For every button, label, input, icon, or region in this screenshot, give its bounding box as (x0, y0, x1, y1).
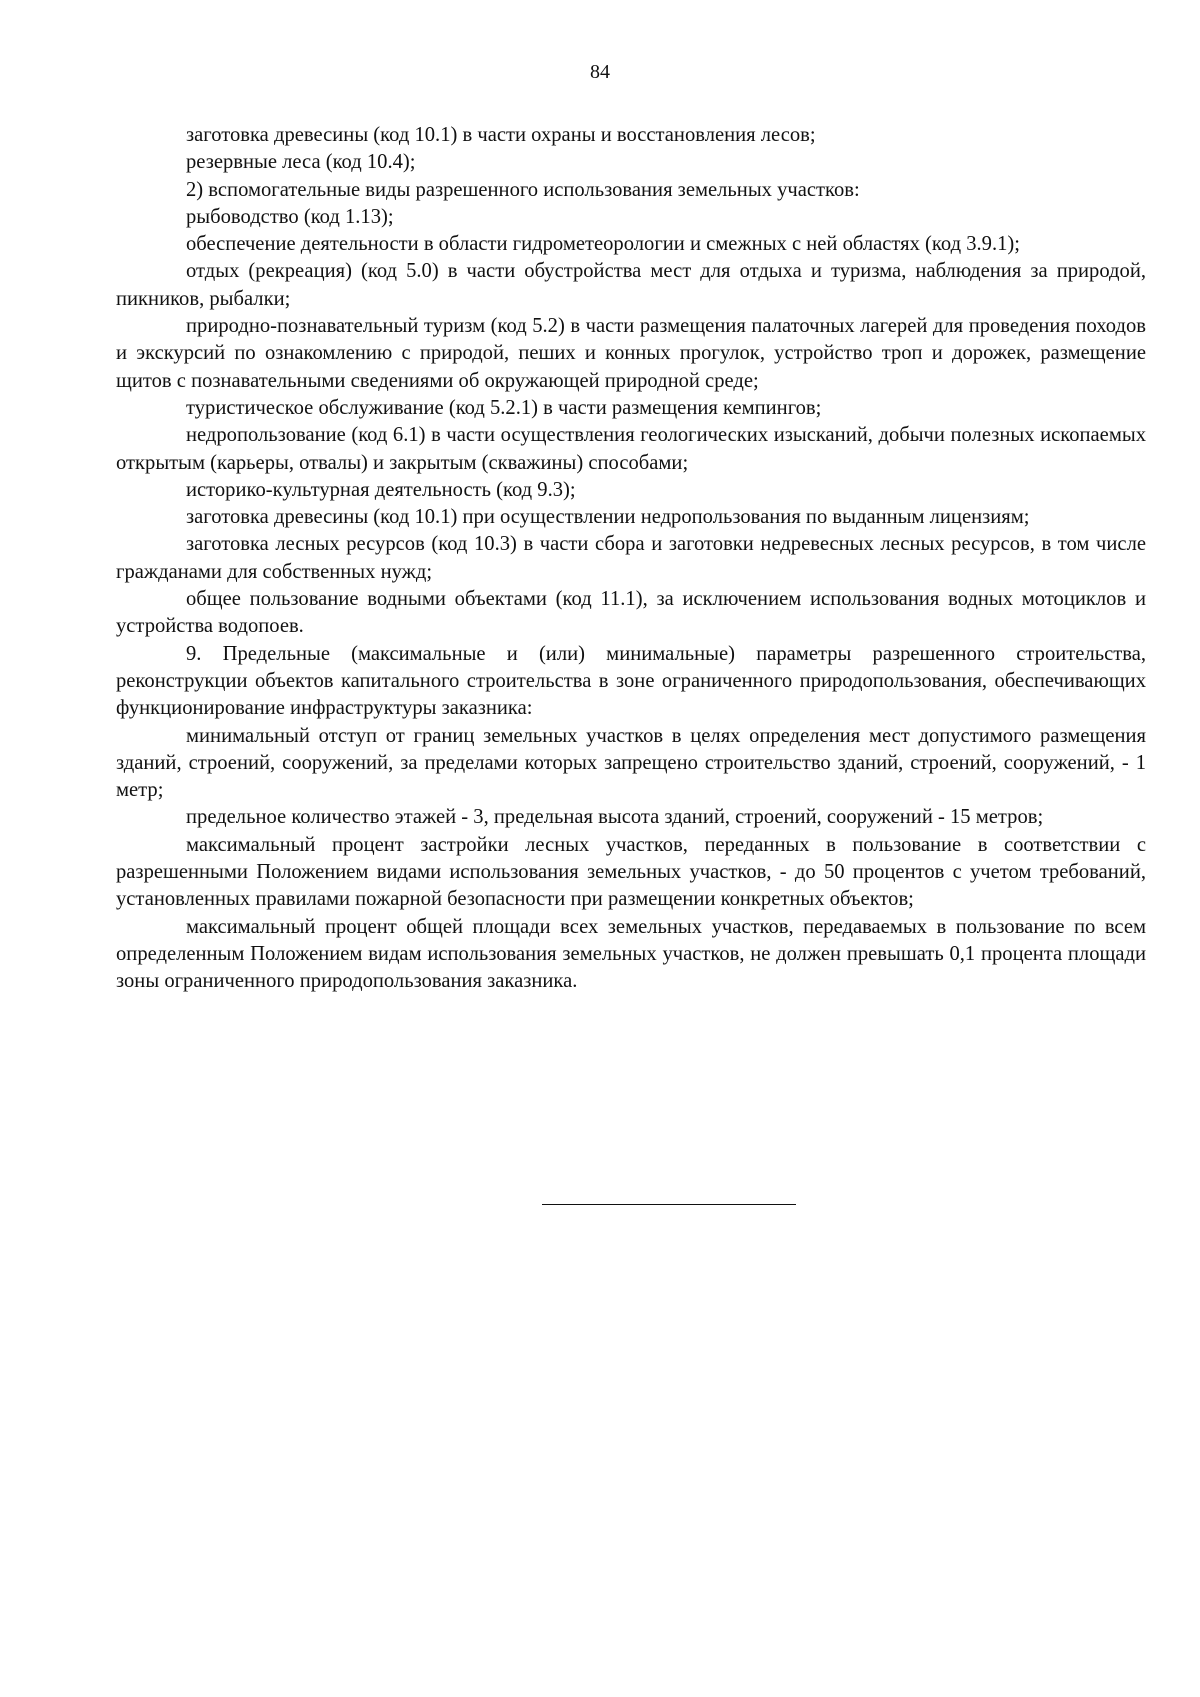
page-number: 84 (590, 61, 610, 83)
paragraph-forest-harvesting: заготовка древесины (код 10.1) в части охраны и восстановления лесов; (186, 124, 816, 146)
paragraph-max-build-percent: максимальный процент застройки лесных участков, переданных в пользование в соответствии с разрешенными Положением видами использования земельных участков, - до 50 процентов с учетом требований, установленных правилами пожарной безопасности при размещении конкретных объектов; (116, 833, 1146, 911)
paragraph-nature-tourism: природно-познавательный туризм (код 5.2) в части размещения палаточных лагерей для проведения походов и экскурсий по ознакомлению с природой, пеших и конных прогулок, устройство троп и дорожек, размещение щитов с познавательными сведениями об окружающей природной среде; (116, 315, 1146, 392)
paragraph-historical-cultural: историко-культурная деятельность (код 9.3); (186, 478, 576, 501)
paragraph-recreation: отдых (рекреация) (код 5.0) в части обустройства мест для отдыха и туризма, наблюдения за природой, пикников, рыбалки; (116, 260, 1146, 310)
paragraph-auxiliary-uses-heading: 2) вспомогательные виды разрешенного использования земельных участков: (186, 178, 860, 201)
paragraph-max-area-percent: максимальный процент общей площади всех земельных участков, передаваемых в пользование по всем определенным Положением видам использования земельных участков, не должен превышать 0,1 процента площади зоны ограниченного природопользования заказника. (116, 915, 1146, 993)
document-body (116, 122, 1146, 996)
paragraph-fish-farming: рыбоводство (код 1.13); (186, 205, 394, 228)
paragraph-tourist-services: туристическое обслуживание (код 5.2.1) в части размещения кемпингов; (186, 396, 822, 419)
paragraph-reserve-forests: резервные леса (код 10.4); (186, 151, 416, 174)
paragraph-hydrometeorology: обеспечение деятельности в области гидрометеорологии и смежных с ней областях (код 3.9.1); (186, 233, 1020, 256)
paragraph-timber-subsoil: заготовка древесины (код 10.1) при осуществлении недропользования по выданным лицензиям; (186, 506, 1030, 529)
end-of-document-rule (542, 1204, 796, 1205)
paragraph-subsoil-use: недропользование (код 6.1) в части осуществления геологических изысканий, добычи полезных ископаемых открытым (карьеры, отвалы) и закрытым (скважины) способами; (116, 424, 1146, 474)
paragraph-forest-resources: заготовка лесных ресурсов (код 10.3) в части сбора и заготовки недревесных лесных ресурсов, в том числе гражданами для собственных нужд; (116, 533, 1146, 583)
paragraph-section-9-heading: 9. Предельные (максимальные и (или) минимальные) параметры разрешенного строительства, реконструкции объектов капитального строительства в зоне ограниченного природопользования, обеспечивающих функционирование инфраструктуры заказника: (116, 642, 1146, 720)
paragraph-floor-limit: предельное количество этажей - 3, предельная высота зданий, строений, сооружений - 15 метров; (186, 806, 1044, 829)
paragraph-minimum-setback: минимальный отступ от границ земельных участков в целях определения мест допустимого размещения зданий, строений, сооружений, за пределами которых запрещено строительство зданий, строений, сооружений, - 1 метр; (116, 724, 1146, 802)
paragraph-water-bodies: общее пользование водными объектами (код 11.1), за исключением использования водных мотоциклов и устройства водопоев. (116, 588, 1146, 638)
